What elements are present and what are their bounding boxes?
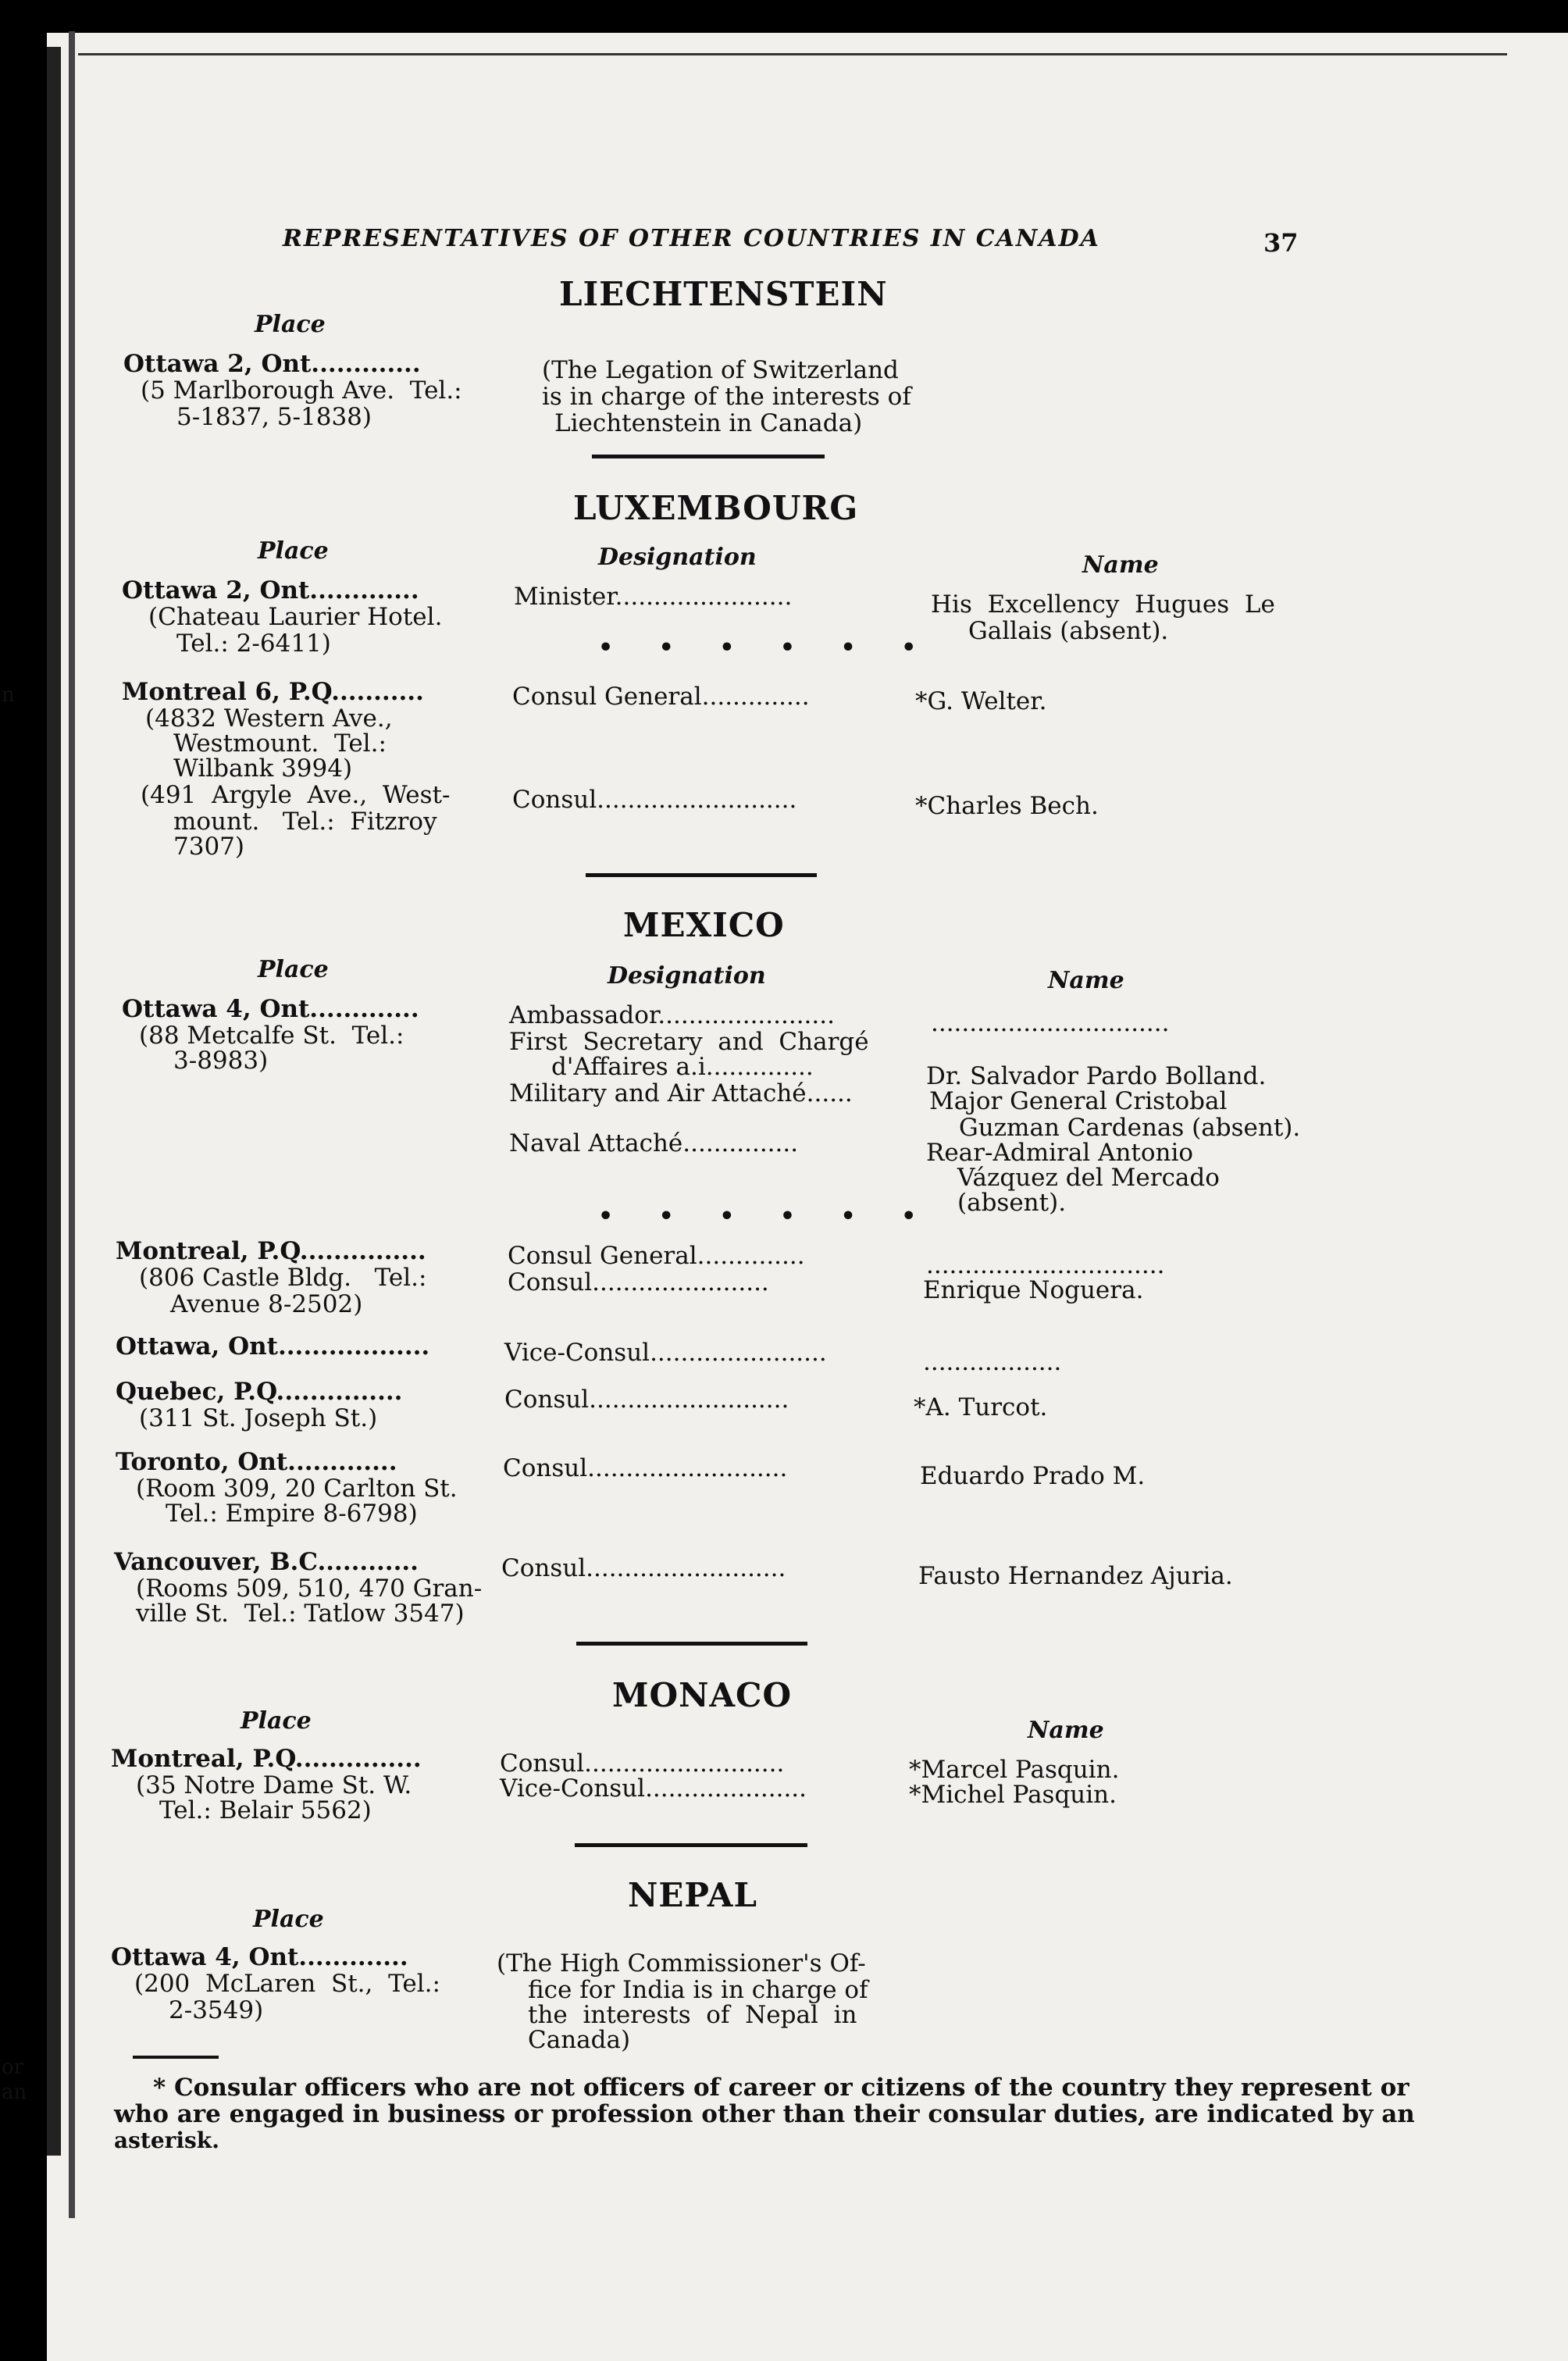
place-line: Toronto, Ont.............: [116, 1448, 397, 1476]
place-line: Tel.: Belair 5562): [159, 1796, 372, 1824]
scan-border-top: [0, 0, 1568, 33]
place-line: (806 Castle Bldg. Tel.:: [139, 1264, 427, 1292]
place-line: 5-1837, 5-1838): [176, 403, 372, 431]
name-line: *Charles Bech.: [915, 792, 1099, 820]
name-line: *Michel Pasquin.: [909, 1781, 1117, 1809]
designation-line: Consul General..............: [512, 683, 810, 711]
designation-line: Consul..........................: [503, 1454, 788, 1482]
place-line: (491 Argyle Ave., West-: [141, 781, 451, 809]
designation-line: Consul..........................: [504, 1386, 789, 1414]
designation-line: Consul.......................: [508, 1268, 769, 1296]
column-header-place: Place: [241, 1707, 312, 1735]
designation-line: Vice-Consul.....................: [500, 1774, 807, 1803]
place-line: Tel.: Empire 8-6798): [166, 1500, 418, 1528]
designation-line: First Secretary and Chargé: [509, 1028, 869, 1056]
name-line: ..................: [923, 1348, 1062, 1376]
separator-dots: • • • • • •: [598, 634, 935, 662]
footnote-line: asterisk.: [114, 2127, 219, 2153]
place-line: Westmount. Tel.:: [173, 729, 387, 758]
place-line: ville St. Tel.: Tatlow 3547): [136, 1600, 465, 1628]
country-title: LUXEMBOURG: [573, 489, 859, 527]
place-line: (Chateau Laurier Hotel.: [148, 603, 443, 631]
section-rule: [576, 1642, 807, 1646]
column-header-designation: Designation: [598, 544, 757, 571]
page-number: 37: [1263, 228, 1299, 258]
column-header-place: Place: [258, 956, 329, 983]
name-line: *A. Turcot.: [914, 1393, 1048, 1421]
margin-text: an: [2, 2081, 27, 2104]
page-top-edge: [78, 53, 1507, 55]
designation-line: Consul..........................: [500, 1749, 785, 1778]
name-line: ...............................: [931, 1009, 1170, 1037]
name-line: Vázquez del Mercado: [957, 1164, 1220, 1192]
place-line: Avenue 8-2502): [170, 1290, 363, 1318]
separator-dots: • • • • • •: [598, 1203, 935, 1230]
footnote-rule: [133, 2056, 219, 2059]
section-rule: [592, 455, 825, 458]
name-line: *G. Welter.: [915, 687, 1047, 715]
country-title: MONACO: [612, 1676, 793, 1714]
place-line: (88 Metcalfe St. Tel.:: [139, 1022, 404, 1050]
place-line: Ottawa 2, Ont.............: [123, 350, 421, 378]
section-rule: [586, 873, 817, 877]
footnote-line: who are engaged in business or profession other than their consular duties, are indicated by an: [114, 2100, 1415, 2128]
designation-line: Vice-Consul.......................: [504, 1339, 827, 1367]
country-title: LIECHTENSTEIN: [559, 275, 888, 313]
place-line: Quebec, P.Q...............: [116, 1378, 403, 1406]
place-line: (Room 309, 20 Carlton St.: [136, 1475, 458, 1503]
place-line: 2-3549): [169, 1996, 264, 2024]
column-header-place: Place: [255, 311, 326, 338]
place-line: Wilbank 3994): [173, 754, 353, 783]
designation-line: Ambassador.......................: [509, 1001, 835, 1029]
designation-line: Naval Attaché...............: [509, 1129, 799, 1157]
country-title: NEPAL: [628, 1876, 758, 1914]
designation-line: Consul..........................: [501, 1554, 786, 1582]
column-header-place: Place: [253, 1906, 324, 1933]
note-line: Canada): [528, 2026, 631, 2054]
note-line: the interests of Nepal in: [528, 2001, 857, 2029]
page-spine-edge: [69, 31, 75, 2218]
place-line: Montreal, P.Q...............: [111, 1745, 422, 1773]
name-line: ...............................: [926, 1251, 1165, 1279]
note-line: is in charge of the interests of: [542, 383, 911, 411]
designation-line: d'Affaires a.i..............: [551, 1053, 814, 1081]
note-line: Liechtenstein in Canada): [554, 409, 863, 437]
column-header-name: Name: [1028, 1717, 1104, 1744]
name-line: Fausto Hernandez Ajuria.: [918, 1562, 1233, 1590]
section-rule: [575, 1843, 807, 1847]
name-line: Major General Cristobal: [929, 1087, 1228, 1115]
name-line: *Marcel Pasquin.: [909, 1756, 1120, 1784]
place-line: (5 Marlborough Ave. Tel.:: [141, 376, 462, 405]
page-spine: [47, 47, 61, 2156]
scan-border-left: [0, 0, 47, 2361]
column-header-name: Name: [1048, 967, 1124, 994]
place-line: mount. Tel.: Fitzroy: [173, 808, 437, 836]
name-line: Eduardo Prado M.: [920, 1462, 1146, 1490]
note-line: fice for India is in charge of: [528, 1976, 868, 2004]
footnote-line: * Consular officers who are not officers of career or citizens of the country they represent or: [153, 2074, 1409, 2102]
place-line: Tel.: 2-6411): [176, 629, 331, 658]
margin-text: or: [2, 2056, 24, 2079]
name-line: Enrique Noguera.: [923, 1276, 1144, 1304]
country-title: MEXICO: [623, 906, 785, 944]
name-line: Dr. Salvador Pardo Bolland.: [926, 1062, 1267, 1090]
name-line: Guzman Cardenas (absent).: [959, 1114, 1301, 1142]
note-line: (The Legation of Switzerland: [542, 356, 899, 384]
place-line: Montreal 6, P.Q...........: [122, 678, 424, 706]
note-line: (The High Commissioner's Of-: [497, 1949, 866, 1978]
name-line: (absent).: [957, 1189, 1067, 1217]
column-header-place: Place: [258, 537, 329, 565]
place-line: (200 McLaren St., Tel.:: [134, 1970, 440, 1998]
designation-line: Military and Air Attaché......: [509, 1079, 853, 1107]
name-line: His Excellency Hugues Le: [931, 590, 1275, 619]
designation-line: Consul General..............: [508, 1242, 805, 1270]
designation-line: Minister.......................: [514, 583, 793, 611]
place-line: (4832 Western Ave.,: [145, 704, 393, 733]
place-line: Ottawa, Ont..................: [116, 1332, 430, 1361]
place-line: Vancouver, B.C............: [114, 1548, 419, 1576]
margin-text: n: [2, 683, 15, 707]
running-title: REPRESENTATIVES OF OTHER COUNTRIES IN CANADA: [283, 225, 1100, 252]
place-line: (311 St. Joseph St.): [139, 1404, 378, 1432]
column-header-designation: Designation: [608, 962, 766, 990]
column-header-name: Name: [1082, 551, 1159, 579]
place-line: 7307): [173, 833, 244, 861]
designation-line: Consul..........................: [512, 786, 797, 814]
name-line: Rear-Admiral Antonio: [926, 1139, 1194, 1167]
place-line: Ottawa 4, Ont.............: [111, 1943, 408, 1971]
name-line: Gallais (absent).: [968, 617, 1169, 645]
place-line: Ottawa 4, Ont.............: [122, 995, 419, 1023]
place-line: Ottawa 2, Ont.............: [122, 576, 419, 605]
place-line: Montreal, P.Q...............: [116, 1237, 426, 1265]
place-line: 3-8983): [173, 1047, 269, 1075]
place-line: (Rooms 509, 510, 470 Gran-: [136, 1575, 483, 1603]
place-line: (35 Notre Dame St. W.: [136, 1771, 412, 1799]
